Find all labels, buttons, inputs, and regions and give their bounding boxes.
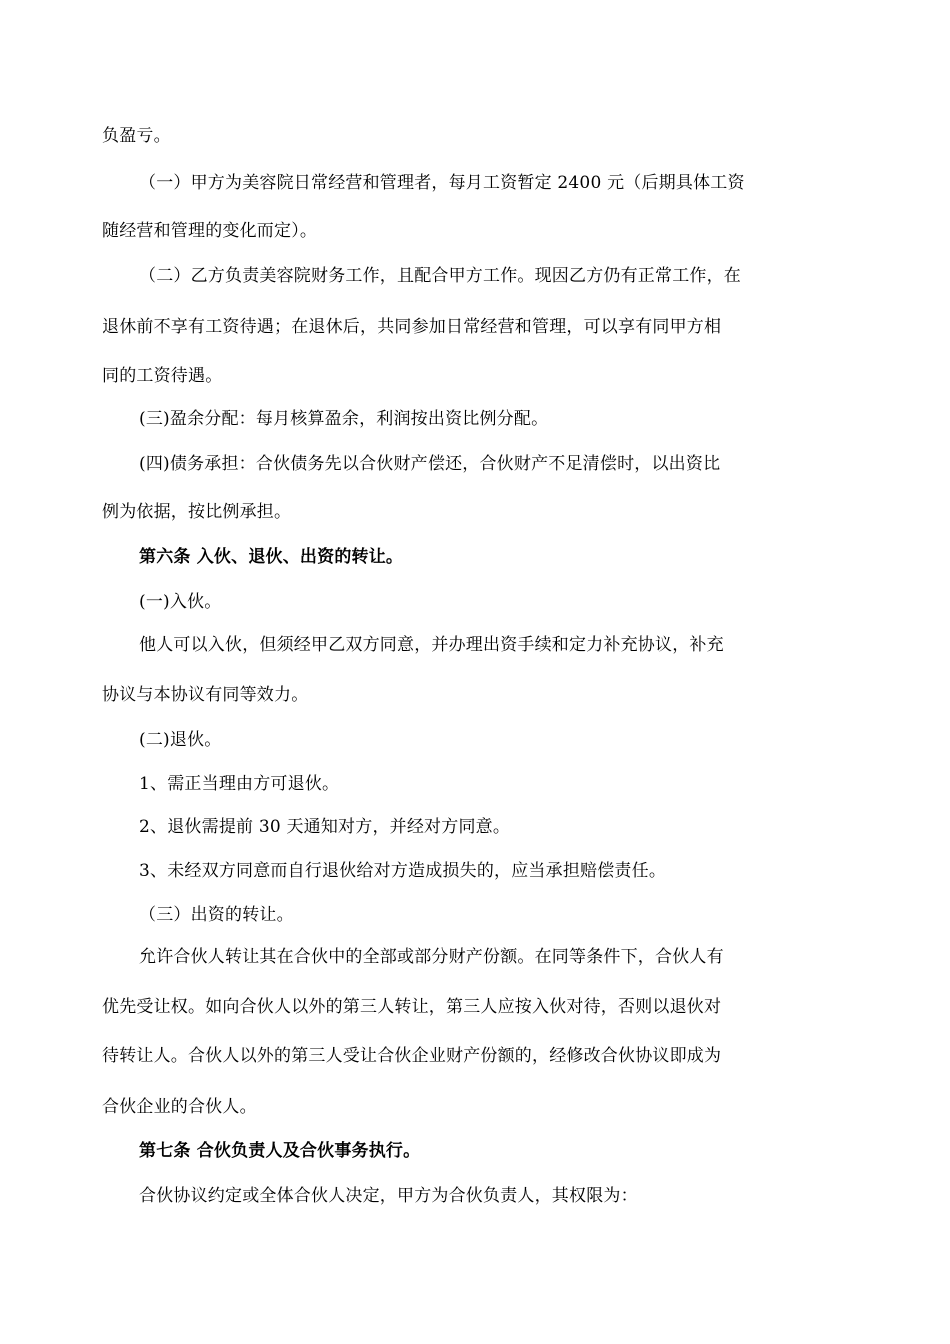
paragraph-capital-transfer-cont-3: 合伙企业的合伙人。 [102, 1097, 257, 1117]
paragraph-joining: 他人可以入伙，但须经甲乙双方同意，并办理出资手续和定力补充协议，补充 [139, 635, 724, 655]
paragraph-second-party-duties-cont-1: 退休前不享有工资待遇；在退休后，共同参加日常经营和管理，可以享有同甲方相 [102, 317, 722, 337]
article-seven-heading: 第七条 合伙负责人及合伙事务执行。 [139, 1141, 421, 1161]
paragraph-capital-transfer: 允许合伙人转让其在合伙中的全部或部分财产份额。在同等条件下，合伙人有 [139, 947, 724, 967]
paragraph-first-party-salary: （一）甲方为美容院日常经营和管理者，每月工资暂定 2400 元（后期具体工资 [139, 173, 745, 193]
article-six-heading: 第六条 入伙、退伙、出资的转让。 [139, 547, 404, 567]
subheading-capital-transfer: （三）出资的转让。 [139, 905, 294, 925]
subheading-joining: (一)入伙。 [139, 592, 222, 612]
paragraph-profit-distribution: (三)盈余分配：每月核算盈余，利润按出资比例分配。 [139, 409, 549, 429]
paragraph-debt-bearing-cont: 例为依据，按比例承担。 [102, 502, 292, 522]
paragraph-partner-authority: 合伙协议约定或全体合伙人决定，甲方为合伙负责人，其权限为： [139, 1186, 638, 1206]
paragraph-second-party-duties-cont-2: 同的工资待遇。 [102, 366, 223, 386]
list-item-withdrawal-3: 3、未经双方同意而自行退伙给对方造成损失的，应当承担赔偿责任。 [139, 861, 667, 881]
text-line-continuation: 负盈亏。 [102, 126, 171, 146]
paragraph-first-party-salary-cont: 随经营和管理的变化而定）。 [102, 221, 318, 241]
subheading-withdrawal: (二)退伙。 [139, 730, 222, 750]
paragraph-capital-transfer-cont-2: 待转让人。合伙人以外的第三人受让合伙企业财产份额的，经修改合伙协议即成为 [102, 1046, 722, 1066]
list-item-withdrawal-2: 2、退伙需提前 30 天通知对方，并经对方同意。 [139, 817, 511, 837]
list-item-withdrawal-1: 1、需正当理由方可退伙。 [139, 774, 340, 794]
paragraph-capital-transfer-cont-1: 优先受让权。如向合伙人以外的第三人转让，第三人应按入伙对待，否则以退伙对 [102, 997, 722, 1017]
paragraph-second-party-duties: （二）乙方负责美容院财务工作，且配合甲方工作。现因乙方仍有正常工作，在 [139, 266, 741, 286]
paragraph-debt-bearing: (四)债务承担：合伙债务先以合伙财产偿还，合伙财产不足清偿时，以出资比 [139, 454, 721, 474]
paragraph-joining-cont: 协议与本协议有同等效力。 [102, 685, 309, 705]
